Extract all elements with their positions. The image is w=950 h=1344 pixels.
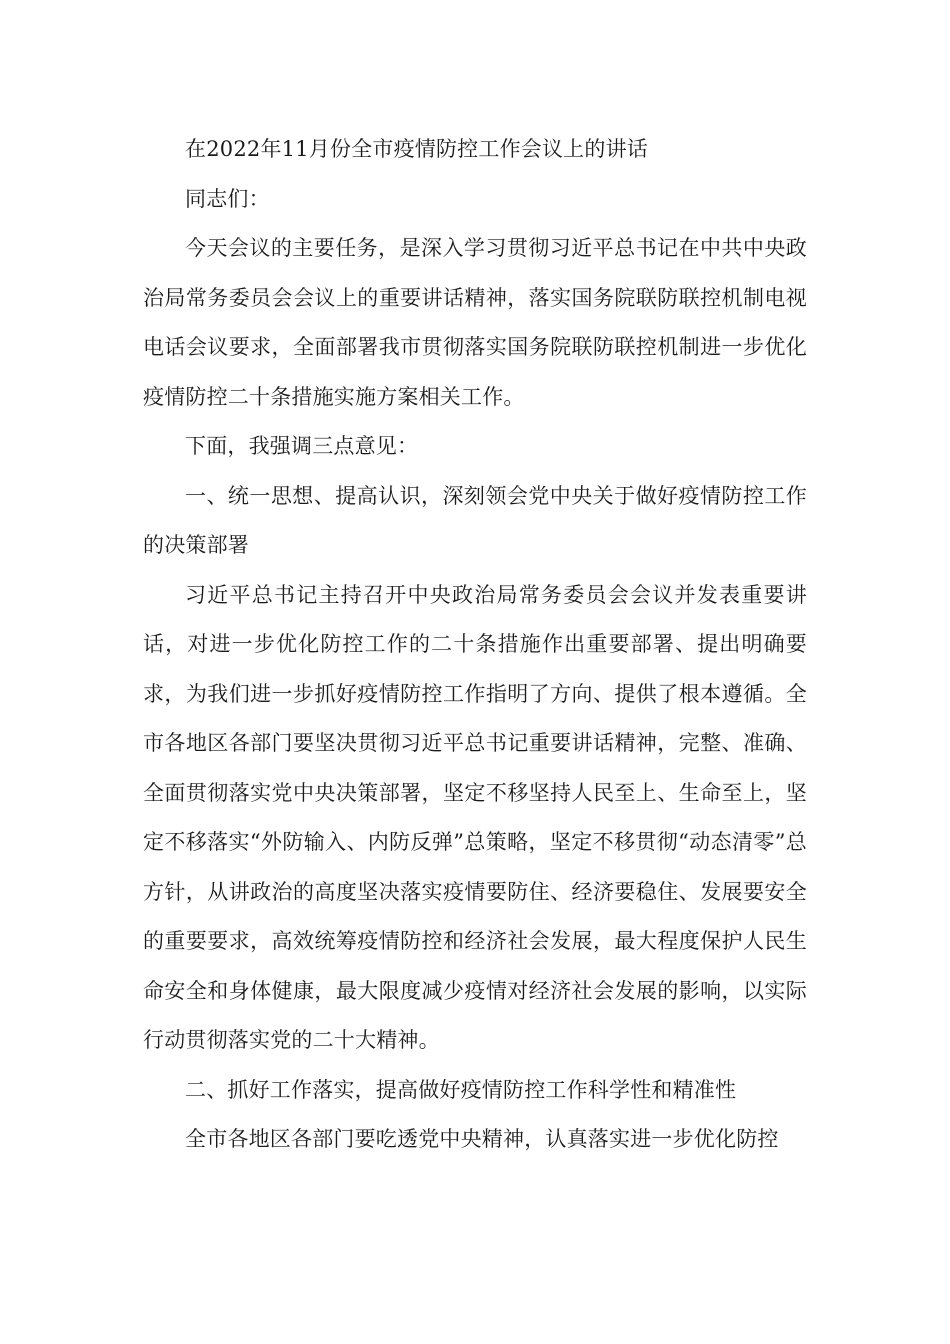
paragraph-section-2: 全市各地区各部门要吃透党中央精神，认真落实进一步优化防控: [185, 1127, 779, 1151]
paragraph-section-1: 习近平总书记主持召开中央政治局常务委员会会议并发表重要讲话，对进一步优化防控工作的二十条措施作出重要部署、提出明确要求，为我们进一步抓好疫情防控工作指明了方向、提供了根本遵循。全市各地区各部门要坚决贯彻习近平总书记重要讲话精神，完整、准确、全面贯彻落实党中央决策部署，坚定不移坚持人民至上、生命至上，坚定不移落实“外防输入、内防反弹”总策略，坚定不移贯彻“动态清零”总方针，从讲政治的高度坚决落实疫情要防住、经济要稳住、发展要安全的重要要求，高效统筹疫情防控和经济社会发展，最大程度保护人民生命安全和身体健康，最大限度减少疫情对经济社会发展的影响，以实际行动贯彻落实党的二十大精神。: [143, 582, 807, 1052]
paragraph-intro: 今天会议的主要任务，是深入学习贯彻习近平总书记在中共中央政治局常务委员会会议上的重要讲话精神，落实国务院联防联控机制电视电话会议要求，全面部署我市贯彻落实国务院联防联控机制进一步优化疫情防控二十条措施实施方案相关工作。: [143, 236, 807, 409]
paragraph-transition: 下面，我强调三点意见：: [185, 434, 419, 458]
speech-title: 在2022年11月份全市疫情防控工作会议上的讲话: [185, 137, 648, 161]
greeting: 同志们：: [185, 186, 270, 211]
section-heading-1: 一、统一思想、提高认识，深刻领会党中央关于做好疫情防控工作的决策部署: [143, 483, 807, 557]
document-body: [143, 125, 807, 1165]
section-heading-2: 二、抓好工作落实，提高做好疫情防控工作科学性和精准性: [185, 1077, 737, 1102]
